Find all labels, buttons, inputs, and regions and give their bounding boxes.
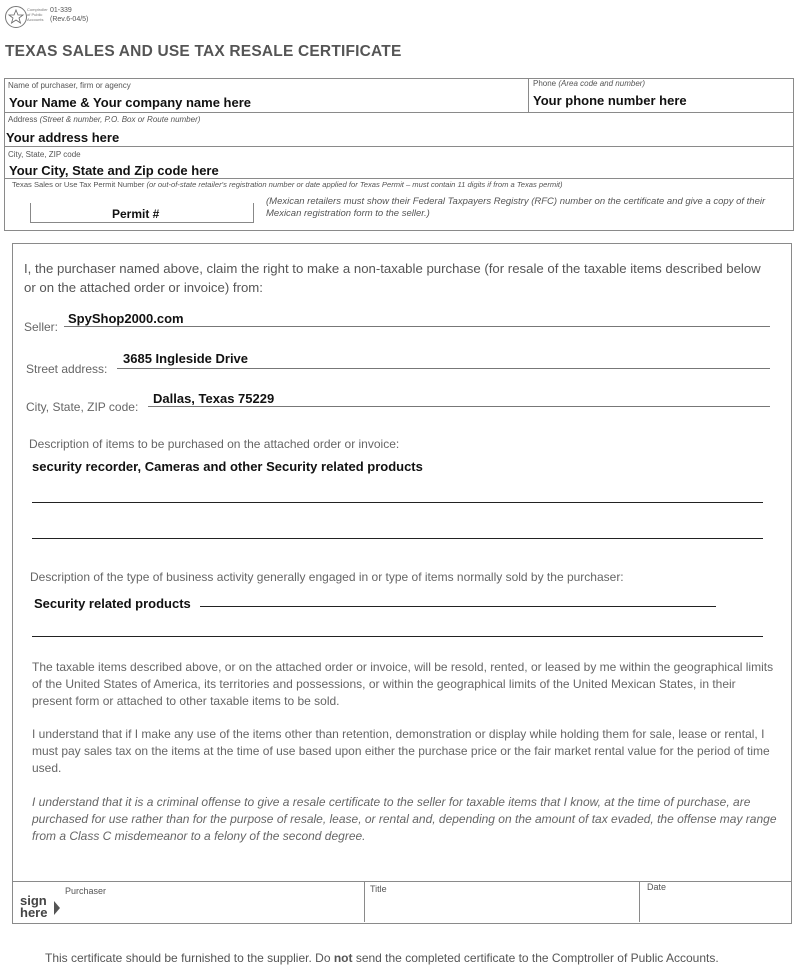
mexican-retailer-note: (Mexican retailers must show their Federal Taxpayers Registry (RFC) number on the certificate and give a copy of their Mexican registration form to the seller.) bbox=[266, 196, 766, 219]
street-address-field[interactable]: 3685 Ingleside Drive bbox=[123, 351, 249, 366]
form-number: 01-339 bbox=[50, 7, 72, 14]
items-description-field[interactable]: security recorder, Cameras and other Security related products bbox=[32, 459, 423, 474]
footer-note: This certificate should be furnished to the supplier. Do not send the completed certificate to the Comptroller of Public Accounts. bbox=[45, 951, 719, 965]
street-address-label: Street address: bbox=[26, 362, 108, 376]
page-title: TEXAS SALES AND USE TAX RESALE CERTIFICATE bbox=[5, 43, 402, 60]
seller-city-label: City, State, ZIP code: bbox=[26, 400, 139, 414]
city-label: City, State, ZIP code bbox=[8, 150, 81, 159]
seal-text: Comptroller of Public Accounts bbox=[27, 7, 48, 22]
title-label: Title bbox=[370, 884, 387, 894]
items-description-label: Description of items to be purchased on the attached order or invoice: bbox=[29, 437, 400, 451]
business-description-field[interactable]: Security related products bbox=[34, 596, 191, 611]
city-field[interactable]: Your City, State and Zip code here bbox=[9, 163, 219, 178]
date-label: Date bbox=[647, 882, 667, 892]
permit-label: Texas Sales or Use Tax Permit Number (or out-of-state retailer's registration number or date applied for Texas Permit – must contain 11 digits if from a Texas permit) bbox=[12, 180, 563, 189]
address-label: Address (Street & number, P.O. Box or Route number) bbox=[8, 115, 201, 124]
sign-here-marker: sign here bbox=[20, 893, 48, 920]
purchaser-signature-label: Purchaser bbox=[65, 886, 107, 896]
seller-label: Seller: bbox=[24, 320, 59, 334]
star-icon bbox=[6, 7, 26, 27]
seller-field[interactable]: SpyShop2000.com bbox=[68, 311, 184, 326]
use-tax-statement: I understand that if I make any use of the items other than retention, demonstration or display while holding them for sale, lease or rental, I must pay sales tax on the items at the time of use based upon either the purchase price or the fair market rental value for the period of time used. bbox=[32, 727, 770, 775]
permit-field[interactable]: Permit # bbox=[112, 207, 160, 221]
address-field[interactable]: Your address here bbox=[6, 130, 120, 145]
business-description-label: Description of the type of business activity generally engaged in or type of items normally sold by the purchaser: bbox=[30, 570, 624, 584]
claim-intro: I, the purchaser named above, claim the right to make a non-taxable purchase (for resale of the taxable items described below or on the attached order or invoice) from: bbox=[24, 261, 761, 295]
date-field[interactable] bbox=[641, 893, 789, 921]
title-field[interactable] bbox=[366, 895, 636, 921]
criminal-offense-statement: I understand that it is a criminal offense to give a resale certificate to the seller for taxable items that I know, at the time of purchase, are purchased for use rather than for the purpose of resale, lease, or rental and, depending on the amount of tax evaded, the offense may range from a Class C misdemeanor to a felony of the second degree. bbox=[32, 795, 777, 843]
phone-label: Phone (Area code and number) bbox=[533, 79, 646, 88]
purchaser-signature-field[interactable] bbox=[64, 897, 360, 921]
comptroller-seal bbox=[5, 6, 27, 28]
seller-city-field[interactable]: Dallas, Texas 75229 bbox=[153, 391, 275, 406]
form-revision: (Rev.6-04/5) bbox=[50, 16, 89, 23]
purchaser-name-field[interactable]: Your Name & Your company name here bbox=[9, 95, 252, 110]
resale-statement: The taxable items described above, or on the attached order or invoice, will be resold, rented, or leased by me within the geographical limits of the United States of America, its territories and possessions, or within the geographical limits of the United Mexican States, in their present form or attached to other taxable items to be sold. bbox=[32, 660, 774, 708]
arrow-right-icon bbox=[53, 900, 61, 921]
phone-field[interactable]: Your phone number here bbox=[533, 93, 687, 108]
purchaser-name-label: Name of purchaser, firm or agency bbox=[8, 81, 131, 90]
